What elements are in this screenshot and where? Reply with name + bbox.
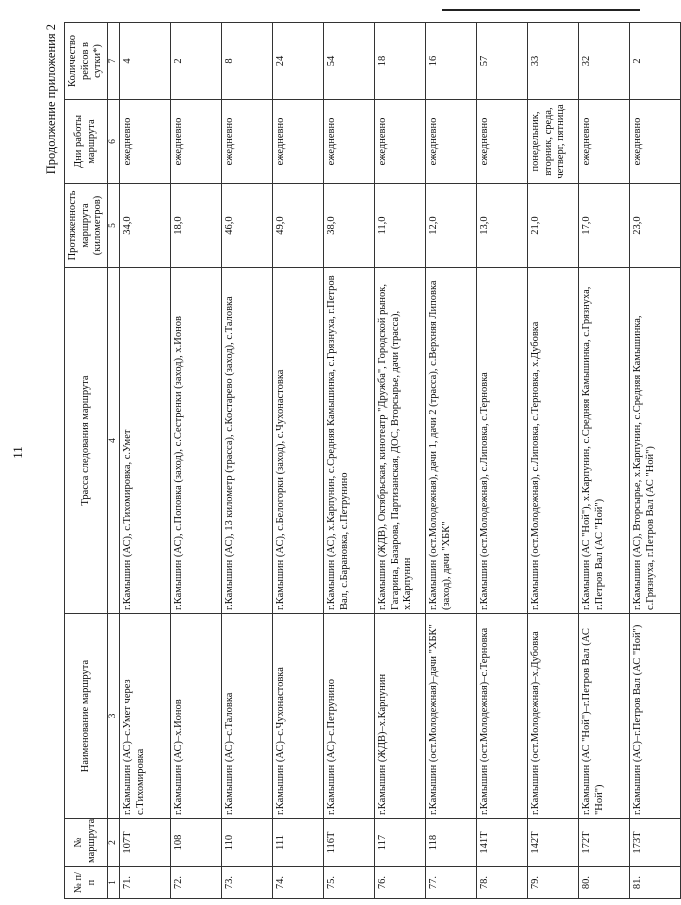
route-length-cell: 17,0 [579,184,630,268]
route-length-cell: 21,0 [528,184,579,268]
route-name-cell: г.Камышин (ост.Молодежная)–дачи "ХБК" [426,614,477,819]
route-length-cell: 34,0 [120,184,171,268]
route-days-cell: ежедневно [120,100,171,184]
trips-per-day-cell: 2 [171,23,222,100]
route-length-cell: 18,0 [171,184,222,268]
route-days-cell: понедельник, вторник, среда, четверг, пятница [528,100,579,184]
route-days-cell: ежедневно [426,100,477,184]
route-path-cell: г.Камышин (АС "Ной"), х.Карпунин, с.Средняя Камышинка, с.Грязнуха, г.Петров Вал (АС "Ной") [579,268,630,614]
table-row [426,23,477,899]
route-name-cell: г.Камышин (ост.Молодежная)–с.Терновка [477,614,528,819]
page-number: 11 [10,446,25,459]
route-name-cell: г.Камышин (АС)–с.Таловка [222,614,273,819]
route-name-cell: г.Камышин (АС "Ной")–г.Петров Вал (АС "Ной") [579,614,630,819]
table-row [273,23,324,899]
route-days-cell: ежедневно [273,100,324,184]
row-index-cell: 72. [171,867,222,899]
column-number: 3 [107,614,119,819]
route-days-cell: ежедневно [375,100,426,184]
route-number-cell: 117 [375,819,426,867]
trips-per-day-cell: 8 [222,23,273,100]
route-length-cell: 13,0 [477,184,528,268]
table-row [171,23,222,899]
row-index-cell: 76. [375,867,426,899]
trips-per-day-cell: 16 [426,23,477,100]
route-path-cell: г.Камышин (ост.Молодежная), дачи 1, дачи 2 (трасса), с.Верхняя Липовка (заход), дачи "ХБК" [426,268,477,614]
table-body [120,23,681,899]
trips-per-day-cell: 54 [324,23,375,100]
column-number: 1 [107,867,119,899]
route-length-cell: 11,0 [375,184,426,268]
route-number-cell: 116Т [324,819,375,867]
table-row [375,23,426,899]
route-path-cell: г.Камышин (ост.Молодежная), с.Липовка, с.Терновка, х.Дубовка [528,268,579,614]
column-number: 6 [107,100,119,184]
col-header-index: № п/п [65,867,108,899]
row-index-cell: 71. [120,867,171,899]
route-path-cell: г.Камышин (ЖДВ), Октябрьская, кинотеатр "Дружба", Городской рынок, Гагарина, Базарова, Партизанская, ДОС, Вторсырье, дачи (трасса), х.Карпунин [375,268,426,614]
route-path-cell: г.Камышин (ост.Молодежная), с.Липовка, с.Терновка [477,268,528,614]
route-name-cell: г.Камышин (ЖДВ)–х.Карпунин [375,614,426,819]
table-row [528,23,579,899]
row-index-cell: 81. [630,867,681,899]
route-name-cell: г.Камышин (АС)–с.Умет через с.Тихомировка [120,614,171,819]
row-index-cell: 80. [579,867,630,899]
column-number: 4 [107,268,119,614]
route-days-cell: ежедневно [477,100,528,184]
col-header-days: Дни работы маршрута [65,100,108,184]
route-number-cell: 141Т [477,819,528,867]
header-row [65,23,108,899]
route-path-cell: г.Камышин (АС), Вторсырье, х.Карпунин, с.Средняя Камышинка, с.Грязнуха, г.Петров Вал (АС "Ной") [630,268,681,614]
route-name-cell: г.Камышин (АС)–с.Петрунино [324,614,375,819]
route-days-cell: ежедневно [324,100,375,184]
route-path-cell: г.Камышин (АС), с.Тихомировка, с.Умет [120,268,171,614]
column-number: 7 [107,23,119,100]
route-path-cell: г.Камышин (АС), с.Поповка (заход), с.Сестренки (заход), х.Ионов [171,268,222,614]
route-number-cell: 110 [222,819,273,867]
route-days-cell: ежедневно [630,100,681,184]
route-name-cell: г.Камышин (ост.Молодежная)–х.Дубовка [528,614,579,819]
route-days-cell: ежедневно [171,100,222,184]
trips-per-day-cell: 18 [375,23,426,100]
route-path-cell: г.Камышин (АС), с.Белогорки (заход), с.Чухонастовка [273,268,324,614]
route-number-cell: 108 [171,819,222,867]
route-length-cell: 12,0 [426,184,477,268]
table-row [120,23,171,899]
route-length-cell: 23,0 [630,184,681,268]
routes-table [64,22,681,899]
route-length-cell: 46,0 [222,184,273,268]
trips-per-day-cell: 57 [477,23,528,100]
trips-per-day-cell: 32 [579,23,630,100]
table-row [630,23,681,899]
col-header-route-name: Наименование маршрута [65,614,108,819]
row-index-cell: 77. [426,867,477,899]
route-number-cell: 111 [273,819,324,867]
route-days-cell: ежедневно [579,100,630,184]
trips-per-day-cell: 4 [120,23,171,100]
route-number-cell: 142Т [528,819,579,867]
route-days-cell: ежедневно [222,100,273,184]
route-path-cell: г.Камышин (АС), х.Карпунин, с.Средняя Камышинка, с.Грязнуха, г.Петров Вал, с.Барановка, с.Петрунино [324,268,375,614]
trips-per-day-cell: 33 [528,23,579,100]
col-header-trips: Количество рейсов в сутки*) [65,23,108,100]
column-number-row [107,23,119,899]
route-number-cell: 107Т [120,819,171,867]
route-number-cell: 173Т [630,819,681,867]
appendix-caption: Продолжение приложения 2 [44,24,58,175]
column-number: 5 [107,184,119,268]
table-row [477,23,528,899]
route-length-cell: 49,0 [273,184,324,268]
row-index-cell: 78. [477,867,528,899]
table-row [324,23,375,899]
row-index-cell: 79. [528,867,579,899]
route-name-cell: г.Камышин (АС)–г.Петров Вал (АС "Ной") [630,614,681,819]
trips-per-day-cell: 24 [273,23,324,100]
route-number-cell: 172Т [579,819,630,867]
route-name-cell: г.Камышин (АС)–х.Ионов [171,614,222,819]
route-name-cell: г.Камышин (АС)–с.Чухонастовка [273,614,324,819]
table-row [222,23,273,899]
col-header-route-number: № маршрута [65,819,108,867]
route-path-cell: г.Камышин (АС), 13 километр (трасса), с.Костарево (заход), с.Таловка [222,268,273,614]
column-number: 2 [107,819,119,867]
route-length-cell: 38,0 [324,184,375,268]
row-index-cell: 75. [324,867,375,899]
col-header-route-path: Трасса следования маршрута [65,268,108,614]
row-index-cell: 73. [222,867,273,899]
col-header-length: Протяженность маршрута (километров) [65,184,108,268]
row-index-cell: 74. [273,867,324,899]
trips-per-day-cell: 2 [630,23,681,100]
route-number-cell: 118 [426,819,477,867]
table-row [579,23,630,899]
